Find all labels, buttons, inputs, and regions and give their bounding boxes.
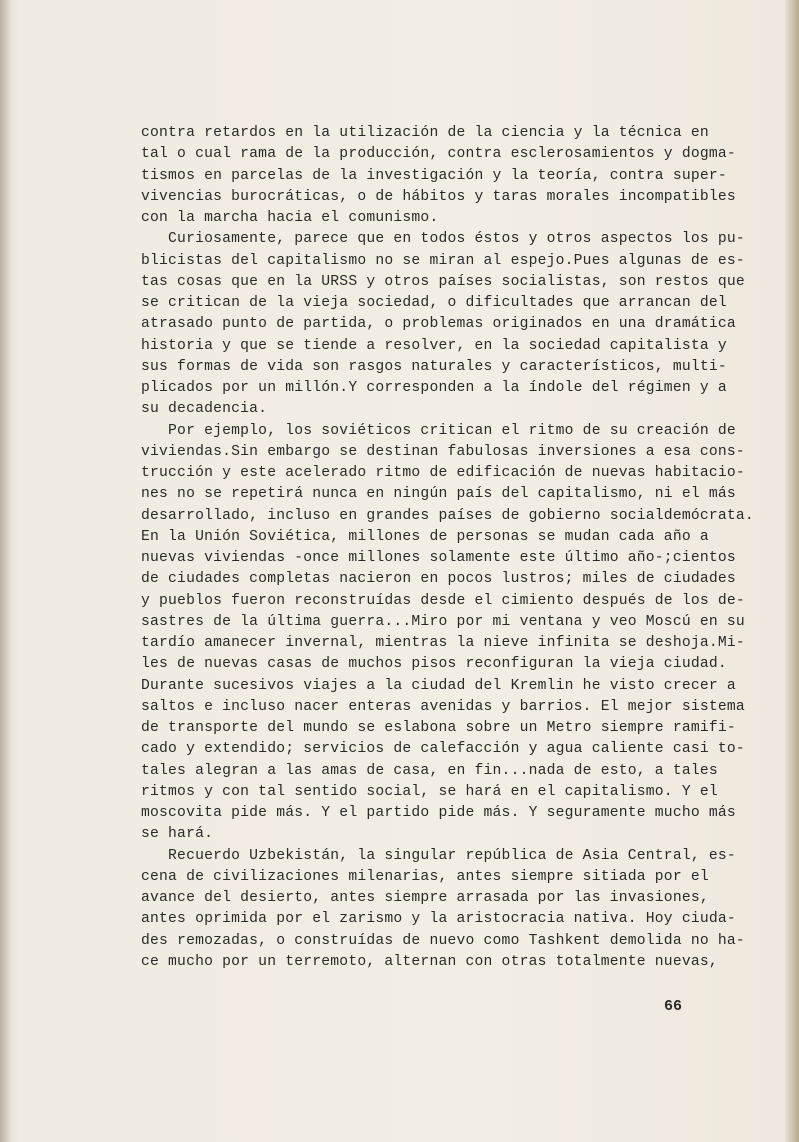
text-line: nuevas viviendas -once millones solamente este último año-;cientos <box>141 550 736 566</box>
text-line: Recuerdo Uzbekistán, la singular república de Asia Central, es- <box>141 847 736 864</box>
page-left-edge <box>0 0 10 1142</box>
text-line: ce mucho por un terremoto, alternan con otras totalmente nuevas, <box>141 953 718 970</box>
text-line: de transporte del mundo se eslabona sobre un Metro siempre ramifi- <box>141 720 736 736</box>
text-line: de ciudades completas nacieron en pocos lustros; miles de ciudades <box>141 571 736 588</box>
text-line: y pueblos fueron reconstruídas desde el cimiento después de los de- <box>141 592 745 609</box>
text-line: plicados por un millón.Y corresponden a la índole del régimen y a <box>141 380 727 396</box>
text-line: contra retardos en la utilización de la ciencia y la técnica en <box>141 125 709 141</box>
text-line: atrasado punto de partida, o problemas originados en una dramática <box>141 316 736 333</box>
text-line: historia y que se tiende a resolver, en la sociedad capitalista y <box>141 337 727 354</box>
text-line: les de nuevas casas de muchos pisos reconfiguran la vieja ciudad. <box>141 656 727 673</box>
text-line: se critican de la vieja sociedad, o dificultades que arrancan del <box>141 295 727 311</box>
text-line: su decadencia. <box>141 401 268 418</box>
text-line: cena de civilizaciones milenarias, antes siempre sitiada por el <box>141 868 709 885</box>
text-line: tales alegran a las amas de casa, en fin...nada de esto, a tales <box>141 762 718 779</box>
page-right-edge <box>785 0 799 1142</box>
text-line: tardío amanecer invernal, mientras la nieve infinita se deshoja.Mi- <box>141 635 745 651</box>
text-line: sus formas de vida son rasgos naturales y característicos, multi- <box>141 358 727 375</box>
text-line: Curiosamente, parece que en todos éstos y otros aspectos los pu- <box>141 231 745 248</box>
text-line: cado y extendido; servicios de calefacción y agua caliente casi to- <box>141 741 745 758</box>
text-line: viviendas.Sin embargo se destinan fabulosas inversiones a esa cons- <box>141 443 745 460</box>
text-line: Durante sucesivos viajes a la ciudad del Kremlin he visto crecer a <box>141 677 736 694</box>
body-text <box>141 123 754 973</box>
text-line: trucción y este acelerado ritmo de edificación de nuevas habitacio- <box>141 465 745 481</box>
text-line: moscovita pide más. Y el partido pide más. Y seguramente mucho más <box>141 805 736 821</box>
text-line: Por ejemplo, los soviéticos critican el ritmo de su creación de <box>141 422 736 439</box>
text-line: avance del desierto, antes siempre arrasada por las invasiones, <box>141 890 709 906</box>
text-line: tismos en parcelas de la investigación y la teoría, contra super- <box>141 167 727 184</box>
text-line: saltos e incluso nacer enteras avenidas y barrios. El mejor sistema <box>141 698 745 715</box>
text-line: nes no se repetirá nunca en ningún país del capitalismo, ni el más <box>141 486 736 503</box>
text-line: En la Unión Soviética, millones de personas se mudan cada año a <box>141 528 709 545</box>
text-line: blicistas del capitalismo no se miran al espejo.Pues algunas de es- <box>141 252 745 269</box>
text-line: con la marcha hacia el comunismo. <box>141 210 439 226</box>
text-line: tal o cual rama de la producción, contra esclerosamientos y dogma- <box>141 146 736 163</box>
text-line: sastres de la última guerra...Miro por mi ventana y veo Moscú en su <box>141 613 745 630</box>
text-line: tas cosas que en la URSS y otros países socialistas, son restos que <box>141 273 745 290</box>
text-line: vivencias burocráticas, o de hábitos y taras morales incompatibles <box>141 188 736 205</box>
text-line: ritmos y con tal sentido social, se hará en el capitalismo. Y el <box>141 783 718 800</box>
page-number: 66 <box>664 998 683 1015</box>
text-line: des remozadas, o construídas de nuevo como Tashkent demolida no ha- <box>141 932 745 949</box>
text-line: desarrollado, incluso en grandes países de gobierno socialdemócrata. <box>141 507 754 524</box>
text-line: se hará. <box>141 826 214 843</box>
text-line: antes oprimida por el zarismo y la aristocracia nativa. Hoy ciuda- <box>141 911 736 928</box>
